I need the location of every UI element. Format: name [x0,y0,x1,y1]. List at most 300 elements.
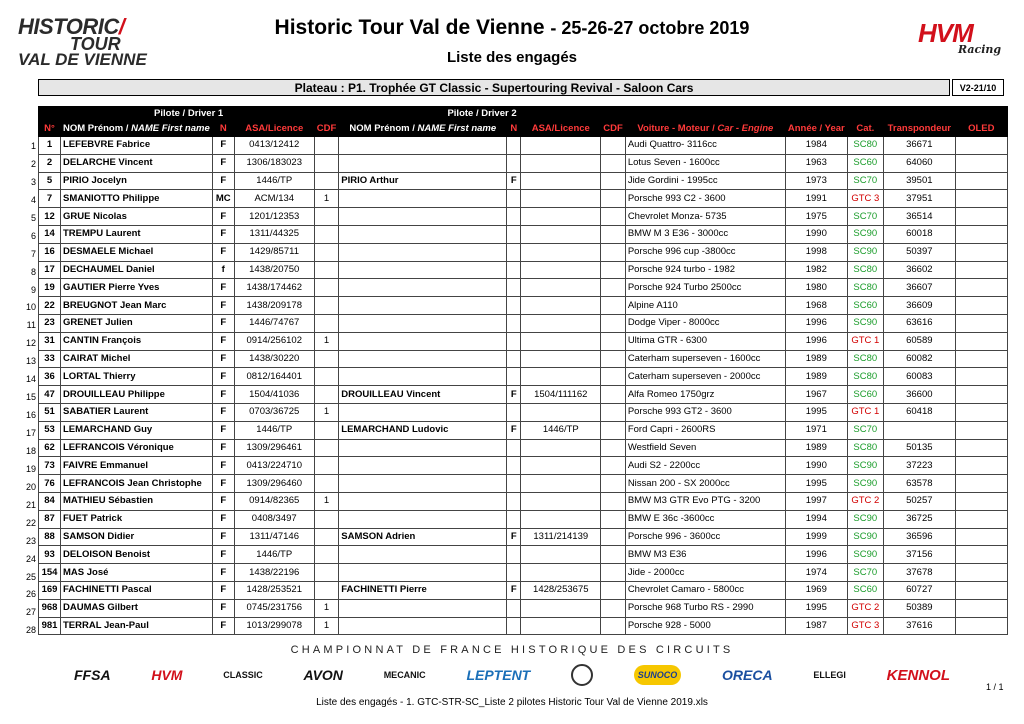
cell-oled [955,599,1007,617]
cell-driver2: SAMSON Adrien [339,528,507,546]
table-row [39,386,1008,404]
cell-car: Porsche 968 Turbo RS - 2990 [625,599,785,617]
cell-car: Chevrolet Monza- 5735 [625,208,785,226]
cell-cdf [314,172,339,190]
sunoco-logo: SUNOCO [634,665,682,685]
cell-year: 1997 [785,492,847,510]
cell-car: Porsche 928 - 5000 [625,617,785,635]
cell-nationality2 [507,439,521,457]
cell-year: 1968 [785,297,847,315]
cell-licence2 [521,492,601,510]
cell-oled [955,403,1007,421]
col-n1-header: N [212,122,234,137]
table-row [39,297,1008,315]
cell-oled [955,386,1007,404]
cell-cdf [314,386,339,404]
cell-nationality2 [507,137,521,155]
cell-licence2 [521,457,601,475]
cell-nationality2 [507,190,521,208]
row-index: 10 [25,302,36,313]
row-index: 9 [30,284,36,295]
cell-category: SC70 [847,208,883,226]
cell-year: 1996 [785,546,847,564]
cell-year: 1984 [785,137,847,155]
cell-cdf [314,243,339,261]
cell-cdf2 [601,581,626,599]
cell-nationality2: F [507,421,521,439]
cell-driver2 [339,439,507,457]
cell-year: 1973 [785,172,847,190]
row-index: 4 [30,194,36,205]
cell-driver1: FUET Patrick [61,510,213,528]
cell-year: 1963 [785,154,847,172]
cell-driver2 [339,243,507,261]
cell-category: GTC 2 [847,599,883,617]
cell-category: SC80 [847,261,883,279]
col-transponder-header: Transpondeur [883,122,955,137]
cell-car: BMW M3 GTR Evo PTG - 3200 [625,492,785,510]
table-row [39,475,1008,493]
cell-transponder: 39501 [883,172,955,190]
cell-cdf [314,314,339,332]
cell-licence2 [521,243,601,261]
cell-nationality2 [507,279,521,297]
cell-nationality1: F [212,172,234,190]
cell-cdf2 [601,208,626,226]
cell-cdf2 [601,350,626,368]
cell-category: SC90 [847,457,883,475]
cell-transponder: 60082 [883,350,955,368]
cell-car: Westfield Seven [625,439,785,457]
cell-year: 1971 [785,421,847,439]
cell-licence2 [521,208,601,226]
file-name-footer: Liste des engagés - 1. GTC-STR-SC_Liste 2 pilotes Historic Tour Val de Vienne 2019.xls [316,697,708,708]
col-car-header: Voiture - Moteur / Car - Engine [625,122,785,137]
table-row [39,190,1008,208]
row-index: 22 [25,517,36,528]
cell-driver1: CAIRAT Michel [61,350,213,368]
cell-oled [955,279,1007,297]
cell-licence2: 1428/253675 [521,581,601,599]
cell-licence2 [521,225,601,243]
cell-nationality1: F [212,439,234,457]
cell-licence1: 0914/82365 [234,492,314,510]
cell-oled [955,368,1007,386]
plateau-banner: Plateau : P1. Trophée GT Classic - Supertouring Revival - Saloon Cars [38,79,950,96]
cell-licence1: 1428/253521 [234,581,314,599]
page-title [0,16,1024,40]
cell-cdf2 [601,368,626,386]
cell-number: 87 [39,510,61,528]
cell-driver1: CANTIN François [61,332,213,350]
hvm-logo-text: HVM [918,18,973,48]
cell-cdf2 [601,332,626,350]
cell-number: 47 [39,386,61,404]
cell-licence2 [521,617,601,635]
col-cdf2-header: CDF [601,122,626,137]
cell-oled [955,154,1007,172]
cell-year: 1974 [785,564,847,582]
cell-cdf [314,421,339,439]
cell-driver1: GRUE Nicolas [61,208,213,226]
cell-driver2 [339,154,507,172]
cell-driver2 [339,599,507,617]
cell-cdf [314,457,339,475]
cell-cdf2 [601,457,626,475]
cell-nationality1: F [212,386,234,404]
cell-oled [955,421,1007,439]
cell-number: 169 [39,581,61,599]
cell-cdf: 1 [314,403,339,421]
cell-cdf2 [601,528,626,546]
cell-category: SC70 [847,421,883,439]
cell-nationality2 [507,403,521,421]
cell-driver1: LEFEBVRE Fabrice [61,137,213,155]
cell-oled [955,457,1007,475]
cell-licence1: 1446/74767 [234,314,314,332]
cell-driver1: TREMPU Laurent [61,225,213,243]
cell-nationality1: F [212,332,234,350]
cell-category: SC80 [847,137,883,155]
cell-category: GTC 3 [847,190,883,208]
cell-car: Alpine A110 [625,297,785,315]
page-subtitle: Liste des engagés [446,49,578,66]
cell-licence2 [521,154,601,172]
cell-year: 1995 [785,599,847,617]
table-row [39,439,1008,457]
cell-category: SC80 [847,350,883,368]
table-row [39,314,1008,332]
cell-cdf2 [601,475,626,493]
cell-year: 1999 [785,528,847,546]
table-row [39,332,1008,350]
cell-driver1: GAUTIER Pierre Yves [61,279,213,297]
cell-driver1: TERRAL Jean-Paul [61,617,213,635]
cell-nationality1: F [212,599,234,617]
cell-driver1: DELOISON Benoist [61,546,213,564]
cell-licence1: 1309/296460 [234,475,314,493]
cell-licence1: 0914/256102 [234,332,314,350]
cell-year: 1990 [785,225,847,243]
col-driver2-header: NOM Prénom / NAME First name [339,122,507,137]
cell-car: Audi S2 - 2200cc [625,457,785,475]
cell-car: Porsche 924 Turbo 2500cc [625,279,785,297]
leptent-logo: LEPTENT [466,667,531,683]
cell-licence1: 1438/20750 [234,261,314,279]
cell-number: 62 [39,439,61,457]
cell-licence2 [521,314,601,332]
cell-number: 23 [39,314,61,332]
championship-banner: CHAMPIONNAT DE FRANCE HISTORIQUE DES CIRCUITS [290,644,734,656]
cell-oled [955,528,1007,546]
logo-tour-text: TOUR [70,34,121,54]
column-header-row [39,122,1008,137]
cell-licence2 [521,546,601,564]
cell-cdf2 [601,243,626,261]
cell-nationality1: F [212,350,234,368]
col-cdf-header: CDF [314,122,339,137]
cell-number: 968 [39,599,61,617]
cell-cdf2 [601,314,626,332]
cell-oled [955,492,1007,510]
cell-cdf [314,261,339,279]
driver2-group-header: Pilote / Driver 2 [339,107,626,122]
cell-number: 53 [39,421,61,439]
col-licence2-header: ASA/Licence [521,122,601,137]
cell-licence1: 1311/47146 [234,528,314,546]
cell-nationality1: F [212,368,234,386]
cell-cdf [314,564,339,582]
cell-category: SC90 [847,528,883,546]
cell-licence2 [521,475,601,493]
cell-year: 1991 [785,190,847,208]
cell-driver2 [339,225,507,243]
row-index: 7 [30,248,36,259]
cell-transponder: 63616 [883,314,955,332]
cell-year: 1975 [785,208,847,226]
driver1-group-header: Pilote / Driver 1 [39,107,339,122]
hvm-logo: HVM [151,667,183,683]
cell-cdf2 [601,421,626,439]
row-index: 16 [25,410,36,421]
cell-car: BMW M3 E36 [625,546,785,564]
cell-driver2 [339,208,507,226]
cell-oled [955,314,1007,332]
cell-licence1: 1429/85711 [234,243,314,261]
cell-number: 22 [39,297,61,315]
cell-category: SC60 [847,386,883,404]
cell-year: 1989 [785,368,847,386]
cell-driver2: PIRIO Arthur [339,172,507,190]
cell-category: SC90 [847,225,883,243]
cell-licence1: 0413/224710 [234,457,314,475]
cell-nationality2 [507,154,521,172]
table-row [39,564,1008,582]
cell-number: 51 [39,403,61,421]
col-oled-header: OLED [955,122,1007,137]
cell-driver1: DAUMAS Gilbert [61,599,213,617]
page-title-name: Historic Tour Val de Vienne [274,16,545,39]
cell-cdf2 [601,261,626,279]
cell-cdf [314,297,339,315]
cell-nationality1: F [212,546,234,564]
cell-nationality2 [507,617,521,635]
row-index: 24 [25,553,36,564]
cell-nationality1: F [212,475,234,493]
cell-transponder: 36596 [883,528,955,546]
row-index: 1 [30,141,36,151]
row-index: 25 [25,571,36,582]
ellegi-logo: ELLEGI [813,669,846,680]
row-index: 3 [30,176,36,187]
historic-tour-logo: HISTORIC/ TOUR VAL DE VIENNE [18,14,147,69]
row-index: 26 [25,589,36,600]
cell-nationality1: F [212,492,234,510]
cell-driver1: PIRIO Jocelyn [61,172,213,190]
cell-oled [955,172,1007,190]
cell-driver1: FACHINETTI Pascal [61,581,213,599]
cell-nationality2 [507,564,521,582]
cell-car: Porsche 993 GT2 - 3600 [625,403,785,421]
cell-licence1: 1438/30220 [234,350,314,368]
cell-nationality1: F [212,314,234,332]
cell-year: 1998 [785,243,847,261]
cell-driver1: DECHAUMEL Daniel [61,261,213,279]
cell-car: Jide Gordini - 1995cc [625,172,785,190]
cell-transponder: 64060 [883,154,955,172]
row-index: 13 [25,356,36,367]
cell-licence1: ACM/134 [234,190,314,208]
cell-nationality1: F [212,581,234,599]
cell-cdf [314,137,339,155]
cell-cdf2 [601,492,626,510]
cell-licence2 [521,403,601,421]
cell-cdf2 [601,279,626,297]
cell-car: Porsche 924 turbo - 1982 [625,261,785,279]
cell-transponder: 37223 [883,457,955,475]
version-badge: V2-21/10 [952,79,1004,96]
cell-nationality1: F [212,510,234,528]
cell-transponder [883,421,955,439]
cell-licence2 [521,261,601,279]
cell-nationality1: F [212,154,234,172]
cell-nationality2 [507,243,521,261]
table-row [39,403,1008,421]
cell-oled [955,510,1007,528]
table-row [39,599,1008,617]
cell-cdf [314,528,339,546]
col-no-header: N° [39,122,61,137]
mecanic-galerie-logo: MECANIC [383,669,426,680]
cell-nationality2 [507,510,521,528]
cell-nationality2 [507,314,521,332]
row-index: 23 [25,535,36,546]
cell-licence2 [521,439,601,457]
cell-driver1: MAS José [61,564,213,582]
cell-oled [955,546,1007,564]
cell-oled [955,137,1007,155]
cell-nationality2 [507,546,521,564]
cell-driver1: DELARCHE Vincent [61,154,213,172]
cell-number: 12 [39,208,61,226]
row-index-column [22,138,36,640]
hvm-logo-sub: Racing [958,43,1002,56]
cell-year: 1969 [785,581,847,599]
table-row [39,617,1008,635]
col-n2-header: N [507,122,521,137]
cell-transponder: 37616 [883,617,955,635]
cell-car: Porsche 996 cup -3800cc [625,243,785,261]
cell-category: SC90 [847,243,883,261]
cell-year: 1989 [785,350,847,368]
cell-licence1: 1311/44325 [234,225,314,243]
cell-nationality1: MC [212,190,234,208]
cell-nationality1: F [212,208,234,226]
cell-oled [955,581,1007,599]
cell-nationality1: F [212,421,234,439]
cell-licence1: 1306/183023 [234,154,314,172]
cell-cdf [314,225,339,243]
cell-year: 1982 [785,261,847,279]
cell-transponder: 50397 [883,243,955,261]
cell-nationality1: F [212,617,234,635]
cell-driver2 [339,617,507,635]
cell-cdf [314,546,339,564]
cell-nationality1: F [212,137,234,155]
logo-valdevienne-text: VAL DE VIENNE [18,50,147,69]
cell-driver1: LORTAL Thierry [61,368,213,386]
cell-year: 1987 [785,617,847,635]
cell-nationality2 [507,261,521,279]
avon-logo: AVON [303,667,343,683]
cell-cdf: 1 [314,599,339,617]
table-row [39,581,1008,599]
cell-car: BMW M 3 E36 - 3000cc [625,225,785,243]
cell-nationality2 [507,350,521,368]
cell-licence2 [521,599,601,617]
cell-driver2 [339,279,507,297]
cell-number: 1 [39,137,61,155]
cell-transponder: 50389 [883,599,955,617]
cell-nationality2 [507,297,521,315]
cell-licence1: 1013/299078 [234,617,314,635]
cell-nationality2: F [507,528,521,546]
cell-driver2 [339,190,507,208]
cell-licence1: 0413/12412 [234,137,314,155]
cell-nationality1: F [212,403,234,421]
cell-driver2 [339,261,507,279]
cell-driver1: LEFRANCOIS Véronique [61,439,213,457]
cell-car: Porsche 996 - 3600cc [625,528,785,546]
cell-licence2 [521,279,601,297]
cell-category: GTC 1 [847,332,883,350]
cell-transponder: 60418 [883,403,955,421]
cell-category: SC60 [847,581,883,599]
cell-number: 5 [39,172,61,190]
cell-driver1: GRENET Julien [61,314,213,332]
cell-cdf2 [601,225,626,243]
cell-nationality2: F [507,386,521,404]
table-row [39,225,1008,243]
cell-licence1: 0703/36725 [234,403,314,421]
ffsa-logo: FFSA [74,667,111,683]
cell-car: Lotus Seven - 1600cc [625,154,785,172]
logo-historic-text: HISTORIC [18,14,119,39]
cell-number: 7 [39,190,61,208]
cell-licence2: 1311/214139 [521,528,601,546]
cell-oled [955,475,1007,493]
cell-cdf [314,368,339,386]
cell-oled [955,190,1007,208]
cell-number: 33 [39,350,61,368]
cell-transponder: 37951 [883,190,955,208]
cell-oled [955,350,1007,368]
cell-licence2 [521,368,601,386]
cell-driver2 [339,564,507,582]
cell-licence1: 1309/296461 [234,439,314,457]
cell-car: Chevrolet Camaro - 5800cc [625,581,785,599]
cell-driver2: DROUILLEAU Vincent [339,386,507,404]
table-row [39,546,1008,564]
cell-driver1: DESMAELE Michael [61,243,213,261]
cell-number: 36 [39,368,61,386]
cell-licence2: 1504/111162 [521,386,601,404]
cell-number: 16 [39,243,61,261]
entry-list-table [38,106,1008,635]
cell-licence2 [521,137,601,155]
cell-year: 1989 [785,439,847,457]
cell-transponder: 60727 [883,581,955,599]
